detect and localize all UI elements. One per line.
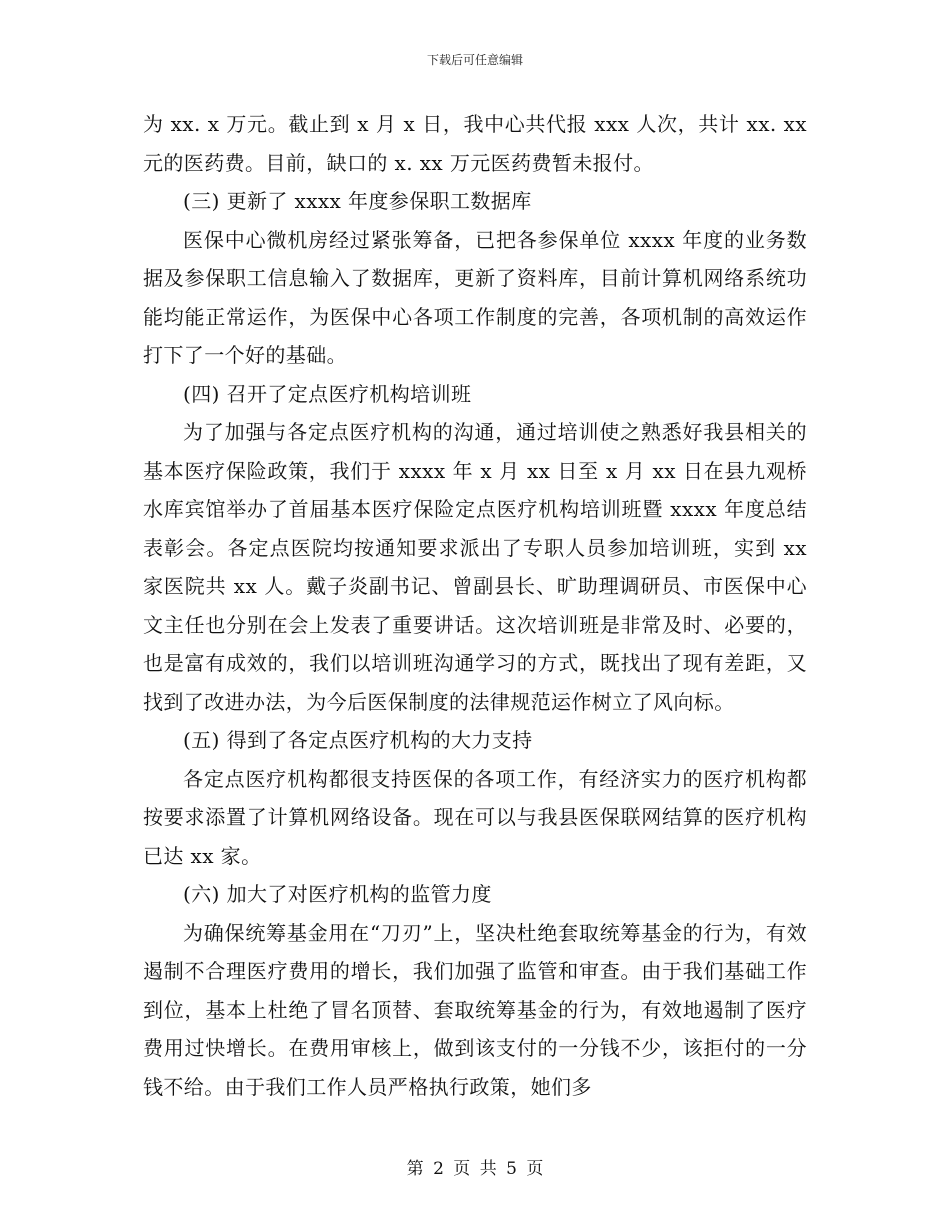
paragraph-section-5: 各定点医疗机构都很支持医保的各项工作，有经济实力的医疗机构都按要求添置了计算机网络设备。现在可以与我县医保联网结算的医疗机构已达 xx 家。 bbox=[143, 766, 807, 868]
paragraph-section-3: 医保中心微机房经过紧张筹备，已把各参保单位 xxxx 年度的业务数据及参保职工信息输入了数据库，更新了资料库，目前计算机网络系统功能均能正常运作，为医保中心各项工作制度的完善，各项机制的高效运作打下了一个好的基础。 bbox=[143, 227, 807, 367]
section-heading-3: (三) 更新了 xxxx 年度参保职工数据库 bbox=[183, 189, 532, 213]
section-heading-6: (六) 加大了对医疗机构的监管力度 bbox=[183, 882, 492, 906]
page-header: 下载后可任意编辑 bbox=[426, 53, 523, 67]
section-heading-5: (五) 得到了各定点医疗机构的大力支持 bbox=[183, 728, 533, 752]
section-heading-4: (四) 召开了定点医疗机构培训班 bbox=[183, 381, 472, 406]
paragraph-section-6: 为确保统筹基金用在“刀刃”上，坚决杜绝套取统筹基金的行为，有效遏制不合理医疗费用的增长，我们加强了监管和审查。由于我们基础工作到位，基本上杜绝了冒名顶替、套取统筹基金的行为，有效地遏制了医疗费用过快增长。在费用审核上，做到该支付的一分钱不少，该拒付的一分钱不给。由于我们工作人员严格执行政策，她们多 bbox=[143, 920, 807, 1099]
paragraph-continued: 为 xx. x 万元。截止到 x 月 x 日，我中心共代报 xxx 人次，共计 xx. xx 元的医药费。目前，缺口的 x. xx 万元医药费暂未报付。 bbox=[143, 112, 807, 175]
paragraph-section-4: 为了加强与各定点医疗机构的沟通，通过培训使之熟悉好我县相关的基本医疗保险政策，我们于 xxxx 年 x 月 xx 日至 x 月 xx 日在县九观桥水库宾馆举办了首届基本医疗保险定点医疗机构培训班暨 xxxx 年度总结表彰会。各定点医院均按通知要求派出了专职人员参加培训班，实到 xx 家医院共 xx 人。戴子炎副书记、曾副县长、旷助理调研员、市医保中心文主任也分别在会上发表了重要讲话。这次培训班是非常及时、必要的，也是富有成效的，我们以培训班沟通学习的方式，既找出了现有差距，又找到了改进办法，为今后医保制度的法律规范运作树立了风向标。 bbox=[143, 420, 807, 714]
document-body bbox=[143, 105, 807, 1106]
page-number-footer: 第 2 页 共 5 页 bbox=[406, 1159, 544, 1179]
